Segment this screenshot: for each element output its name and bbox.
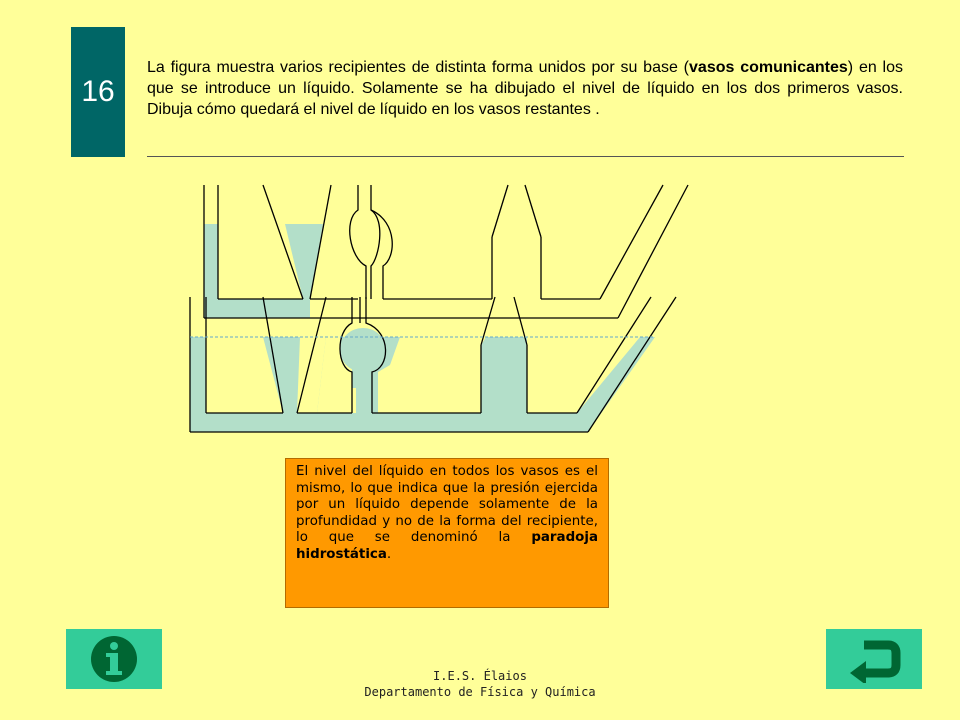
note-text-1: El nivel del líquido en todos los vasos es el mismo, lo que indica que la presión ejercida por un líquido depende solamente de la profundidad y no de la forma del recipiente, lo que se denominó la	[296, 464, 598, 546]
statement-bold-term: vasos comunicantes	[689, 59, 848, 76]
slide-number: 16	[81, 75, 115, 108]
note-text-2: .	[386, 546, 392, 562]
upper-vessels	[204, 185, 688, 318]
explanation-note	[285, 458, 609, 608]
footer-school: I.E.S. Élaios	[433, 669, 527, 683]
footer	[0, 668, 960, 700]
statement-text-1: La figura muestra varios recipientes de distinta forma unidos por su base (	[147, 59, 690, 76]
upper-liquid	[204, 224, 323, 318]
note-bold-term: paradoja hidrostática	[296, 530, 598, 562]
statement-text-2: ) en los que se introduce un líquido. Solamente se ha dibujado el nivel de líquido en los dos primeros vasos. Dibuja cómo quedará el nivel de líquido en los vasos restantes .	[147, 59, 904, 118]
footer-department: Departamento de Física y Química	[364, 685, 596, 699]
